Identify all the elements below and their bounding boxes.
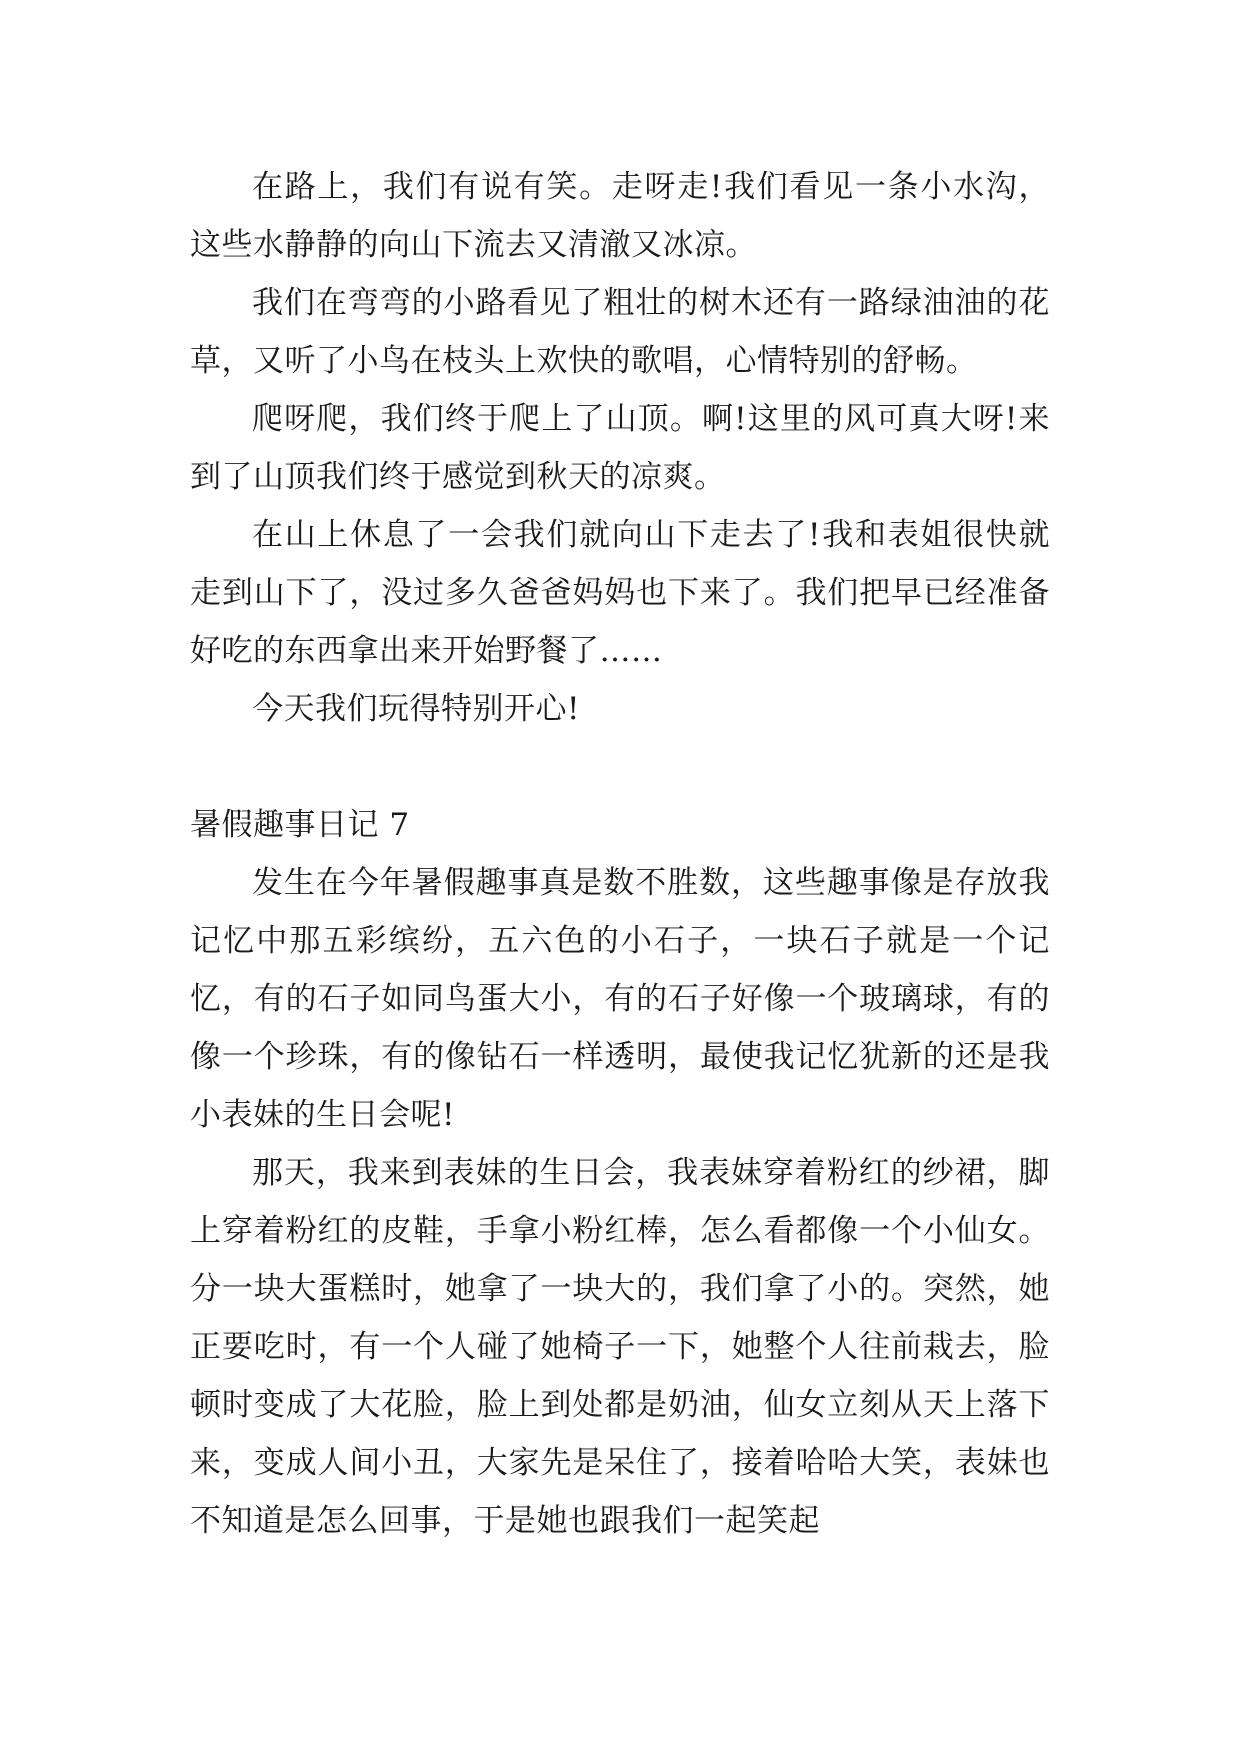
paragraph-mountain-top: 爬呀爬，我们终于爬上了山顶。啊!这里的风可真大呀!来到了山顶我们终于感觉到秋天的凉爽。 [190, 401, 1050, 495]
document-body [190, 158, 1050, 1550]
paragraph-picnic: 在山上休息了一会我们就向山下走去了!我和表姐很快就走到山下了，没过多久爸爸妈妈也下来了。我们把早已经准备好吃的东西拿出来开始野餐了…… [190, 517, 1050, 669]
diary-title: 暑假趣事日记 7 [190, 807, 410, 843]
paragraph-happy-day: 今天我们玩得特别开心! [252, 691, 580, 727]
section-spacer [190, 738, 1050, 796]
paragraph-winding-path: 我们在弯弯的小路看见了粗壮的树木还有一路绿油油的花草，又听了小鸟在枝头上欢快的歌唱，心情特别的舒畅。 [190, 285, 1050, 379]
paragraph-summer-memories: 发生在今年暑假趣事真是数不胜数，这些趣事像是存放我记忆中那五彩缤纷，五六色的小石子，一块石子就是一个记忆，有的石子如同鸟蛋大小，有的石子好像一个玻璃球，有的像一个珍珠，有的像钻石一样透明，最使我记忆犹新的还是我小表妹的生日会呢! [190, 865, 1050, 1133]
paragraph-birthday-party: 那天，我来到表妹的生日会，我表妹穿着粉红的纱裙，脚上穿着粉红的皮鞋，手拿小粉红棒，怎么看都像一个小仙女。分一块大蛋糕时，她拿了一块大的，我们拿了小的。突然，她正要吃时，有一个人碰了她椅子一下，她整个人往前栽去，脸顿时变成了大花脸，脸上到处都是奶油，仙女立刻从天上落下来，变成人间小丑，大家先是呆住了，接着哈哈大笑，表妹也不知道是怎么回事，于是她也跟我们一起笑起 [190, 1155, 1050, 1539]
paragraph-walking-road: 在路上，我们有说有笑。走呀走!我们看见一条小水沟，这些水静静的向山下流去又清澈又冰凉。 [190, 169, 1050, 263]
